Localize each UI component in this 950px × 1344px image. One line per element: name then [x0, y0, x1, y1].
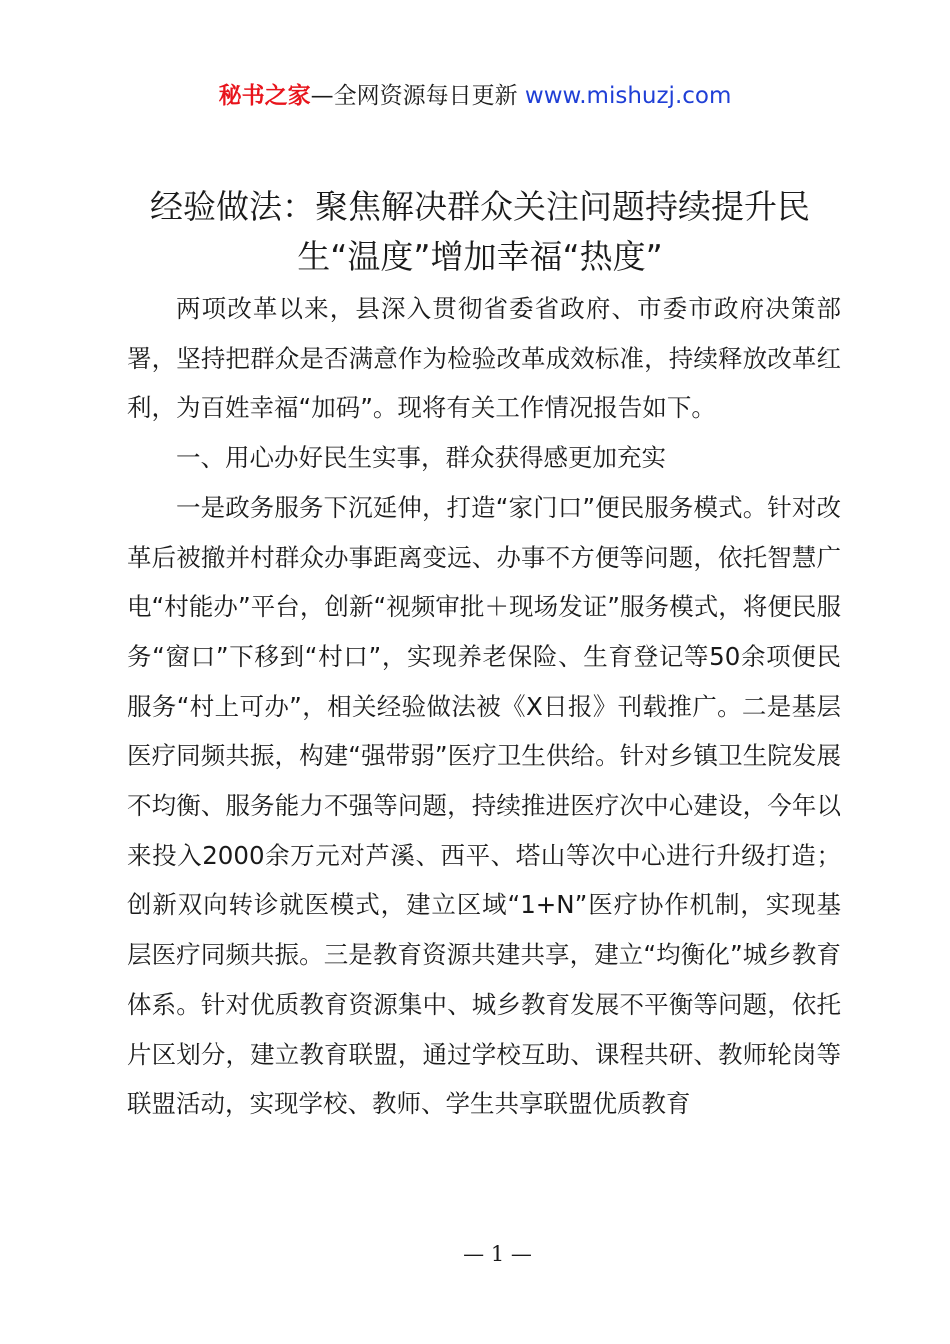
document-body [127, 284, 841, 1129]
brand-name: 秘书之家 [218, 83, 311, 109]
page-number: — 1 — [463, 1242, 532, 1266]
document-title: 经验做法：聚焦解决群众关注问题持续提升民生“温度”增加幸福“热度” [150, 187, 810, 276]
intro-paragraph: 两项改革以来，县深入贯彻省委省政府、市委市政府决策部署，坚持把群众是否满意作为检验改革成效标准，持续释放改革红利，为百姓幸福“加码”。现将有关工作情况报告如下。 [127, 294, 841, 423]
site-header-banner [0, 80, 950, 112]
section-body-paragraph: 一是政务服务下沉延伸，打造“家门口”便民服务模式。针对改革后被撤并村群众办事距离变远、办事不方便等问题，依托智慧广电“村能办”平台，创新“视频审批＋现场发证”服务模式，将便民服务“窗口”下移到“村口”，实现养老保险、生育登记等50余项便民服务“村上可办”，相关经验做法被《X日报》刊载推广。二是基层医疗同频共振，构建“强带弱”医疗卫生供给。针对乡镇卫生院发展不均衡、服务能力不强等问题，持续推进医疗次中心建设，今年以来投入2000余万元对芦溪、西平、塔山等次中心进行升级打造；创新双向转诊就医模式，建立区域“1+N”医疗协作机制，实现基层医疗同频共振。三是教育资源共建共享，建立“均衡化”城乡教育体系。针对优质教育资源集中、城乡教育发展不平衡等问题，依托片区划分，建立教育联盟，通过学校互助、课程共研、教师轮岗等联盟活动，实现学校、教师、学生共享联盟优质教育 [127, 492, 841, 1119]
site-url-link[interactable]: www.mishuzj.com [524, 83, 732, 109]
header-tagline: —全网资源每日更新 [310, 83, 518, 109]
section-heading: 一、用心办好民生实事，群众获得感更加充实 [176, 443, 666, 473]
